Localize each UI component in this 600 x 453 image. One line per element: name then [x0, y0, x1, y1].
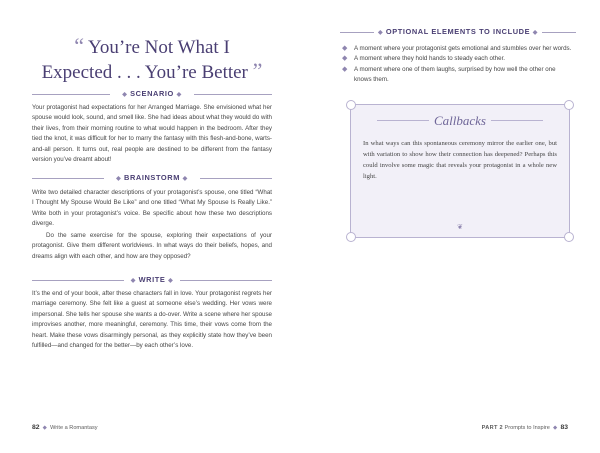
- page-title: [32, 34, 272, 84]
- scenario-text: Your protagonist had expectations for her Arranged Marriage. She envisioned what her spouse would look, sound, and smell like. She had ideas about what they would do with their lives, from their morning routine to what would happen in the bedroom. After they tied the knot, it was difficult for her to marry the fantasy with this flesh-and-bone, warts-and-all person. It turns out, real people are destined to be different from the fantasy version you’ve dreamt about!: [32, 104, 272, 164]
- diamond-icon: ◆: [130, 278, 136, 284]
- diamond-bullet-icon: ◆: [342, 65, 348, 73]
- page-number: 82: [32, 424, 40, 431]
- title-line-2: Expected . . . You’re Better: [41, 62, 248, 83]
- callbacks-box: [350, 104, 570, 238]
- corner-ornament: [564, 232, 574, 242]
- write-heading-row: [32, 274, 272, 286]
- diamond-icon: ◆: [41, 425, 49, 431]
- write-text: It’s the end of your book, after these characters fall in love. Your protagonist regrets her marriage ceremony. She felt like a guest at someone else’s wedding. Her vows were impersonal. She tells her spouse she wants a do-over. Write a scene where her spouse improvises another, more meaningful, ceremony. This time, their vows come from the heart. Make these vows disarmingly personal, as they explicitly state how they’ve been fulfilled—and changed for the better—by each other’s love.: [32, 290, 272, 350]
- diamond-icon: ◆: [551, 425, 559, 431]
- callbacks-title: Callbacks: [434, 113, 486, 128]
- left-footer: [32, 424, 98, 431]
- open-quote-mark: “: [74, 33, 84, 58]
- optional-heading-row: [340, 26, 576, 38]
- right-footer: [482, 424, 568, 431]
- close-quote-mark: ”: [252, 58, 263, 83]
- corner-ornament: [564, 100, 574, 110]
- corner-ornament: [346, 100, 356, 110]
- scenario-heading-row: [32, 88, 272, 100]
- callbacks-text: In what ways can this spontaneous ceremony mirror the earlier one, but with variation to show how their connection has deepened? Perhaps this could involve some magic that reveals your protagonist in a whole new light.: [363, 140, 557, 180]
- diamond-bullet-icon: ◆: [342, 55, 348, 63]
- corner-ornament: [346, 232, 356, 242]
- part-label: PART 2: [481, 425, 503, 431]
- diamond-icon: ◆: [176, 92, 182, 98]
- page-number: 83: [560, 424, 568, 431]
- section-title: Prompts to Inspire: [504, 425, 550, 431]
- optional-elements-list: [342, 44, 574, 86]
- brainstorm-heading: ◆ BRAINSTORM ◆: [116, 173, 188, 182]
- list-item: ◆ A moment where one of them laughs, surprised by how well the other one knows them.: [342, 65, 556, 84]
- diamond-icon: ◆: [122, 92, 128, 98]
- brainstorm-text-1: Write two detailed character descriptions of your protagonist’s spouse, one titled “What I Thought My Spouse Would Be Like” and one titled “What My Spouse Is Really Like.” Write both in your protagonist’s voice. Be specific about how these two descriptions diverge.: [32, 189, 272, 228]
- diamond-icon: ◆: [532, 30, 538, 36]
- brainstorm-text-2: Do the same exercise for the spouse, exploring their expectations of your protagonist. Give them different worldviews. In what ways do their beliefs, hopes, and dreams align with each other, and how are they opposed?: [32, 232, 272, 260]
- diamond-icon: ◆: [116, 176, 122, 182]
- write-heading: ◆ WRITE ◆: [130, 275, 174, 284]
- list-item: ◆ A moment where they hold hands to steady each other.: [342, 54, 574, 64]
- flourish-icon: ❦: [457, 224, 463, 231]
- right-page: [300, 0, 600, 453]
- scenario-heading: ◆ SCENARIO ◆: [122, 89, 182, 98]
- diamond-icon: ◆: [168, 278, 174, 284]
- list-item: ◆ A moment where your protagonist gets emotional and stumbles over her words.: [342, 44, 574, 54]
- diamond-bullet-icon: ◆: [342, 45, 348, 52]
- diamond-icon: ◆: [182, 176, 188, 182]
- title-line-1: You’re Not What I: [88, 37, 230, 58]
- optional-heading: ◆ OPTIONAL ELEMENTS TO INCLUDE ◆: [378, 27, 538, 36]
- brainstorm-heading-row: [32, 172, 272, 184]
- book-title: Write a Romantasy: [50, 425, 98, 431]
- diamond-icon: ◆: [378, 30, 384, 36]
